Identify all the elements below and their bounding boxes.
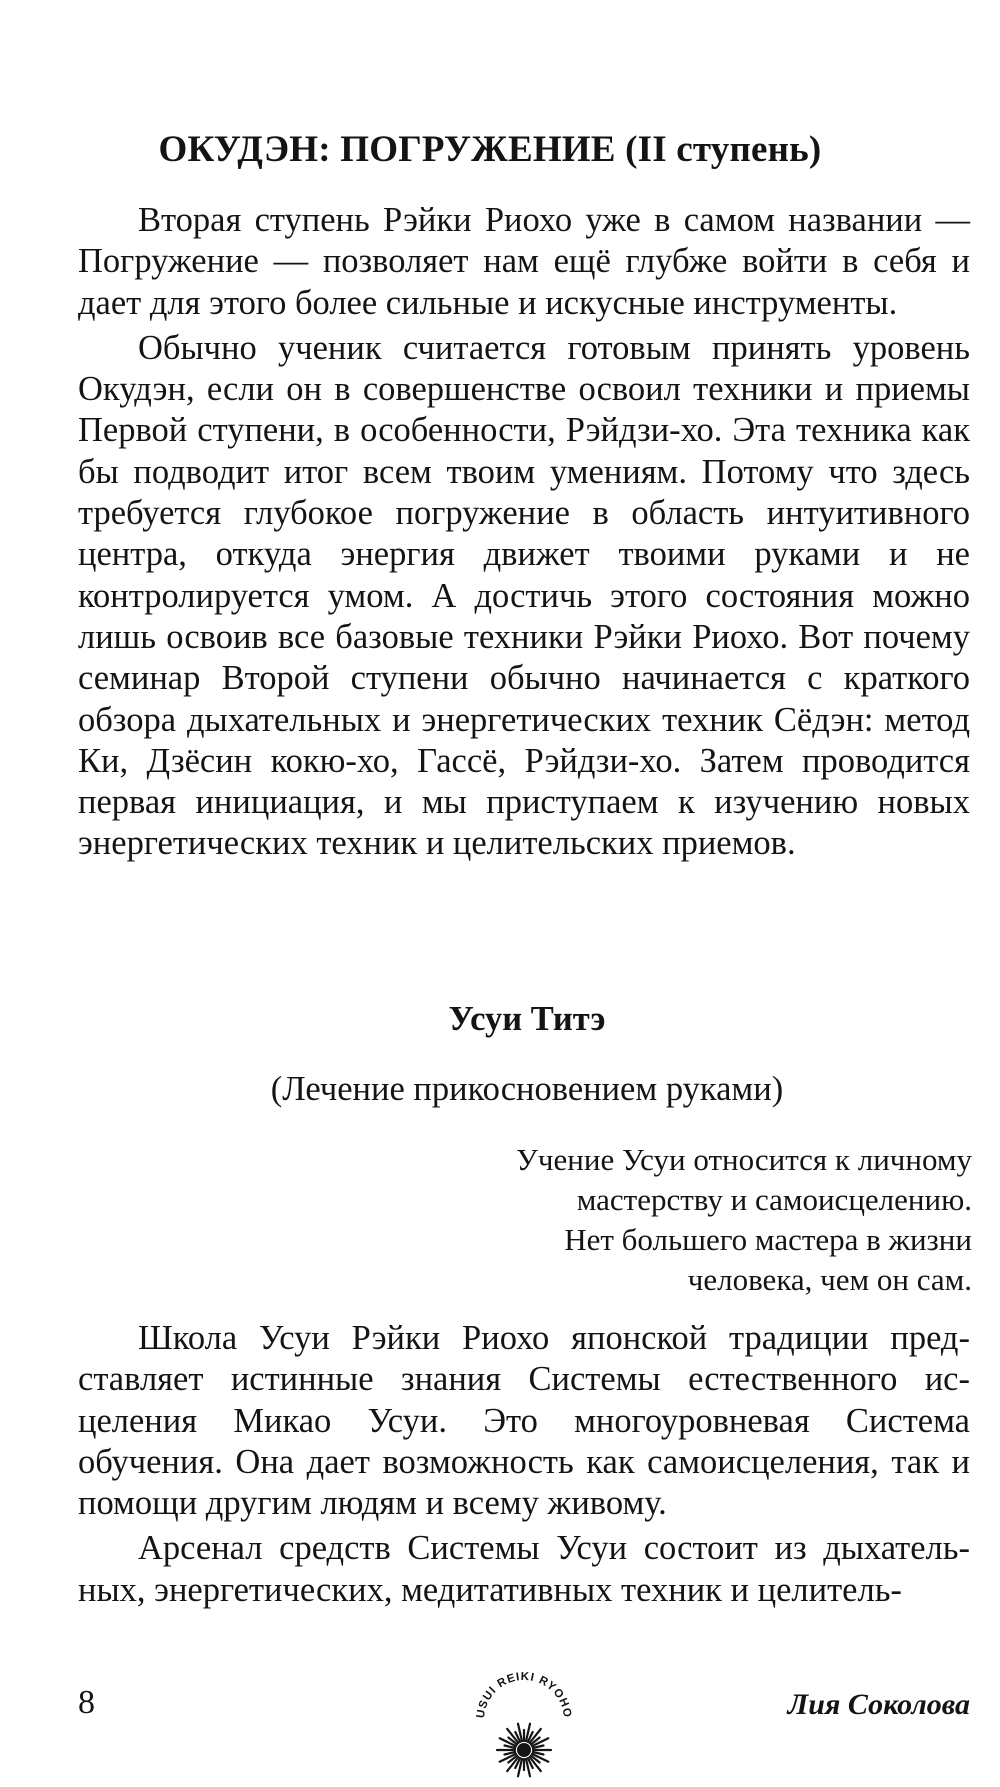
paragraph: Арсенал средств Системы Усуи состоит из дыхательных, энергетических, медитативных техник и целитель- (78, 1529, 970, 1609)
epigraph-line: человека, чем он сам. (687, 1262, 972, 1297)
paragraph: Обычно ученик считается готовым принять уровень Окудэн, если он в совершенстве освоил техники и приемы Первой ступени, в особенности, Рэйдзи-хо. Эта техника как бы подводит итог всем твоим умениям. Потому что здесь требуется глубокое погружение в область интуитивного центра, откуда энергия движет твоими руками и не контролируется умом. А достичь этого состояния можно лишь освоив все базовые техники Рэйки Риохо. Вот почему семинар Второй ступени обычно начинается с краткого обзора дыхательных и энергетических техник Сёдэн: метод Ки, Дзёсин кокю-хо, Гассё, Рэйдзи-хо. Затем проводится первая инициация, и мы приступаем к изучению новых энергетических техник и целительских приемов. (78, 328, 970, 863)
page-number: 8 (78, 1684, 95, 1721)
intro-text (78, 200, 970, 865)
paragraph: Вторая ступень Рэйки Риохо уже в самом названии — Погружение — позволяет нам ещё глубже войти в себя и дает для этого более сильные и искусные инструменты. (78, 201, 970, 322)
section-text (78, 1318, 970, 1611)
paragraph: Школа Усуи Рэйки Риохо японской традиции представляет истинные знания Системы естественного исцеления Микао Усуи. Это многоуровневая Система обучения. Она дает возможность как самоисцеления, так и помощи другим людям и всему живому. (78, 1319, 970, 1523)
epigraph-line: мастерству и самоисцелению. (576, 1182, 972, 1217)
section-title: Усуи Титэ (448, 1000, 606, 1038)
epigraph (372, 1140, 972, 1300)
svg-text:USUI REIKI RYOHO (475, 1671, 573, 1719)
logo-text: USUI REIKI RYOHO (474, 1670, 574, 1719)
section-subtitle: (Лечение прикосновением руками) (270, 1070, 784, 1108)
epigraph-line: Нет большего мастера в жизни (564, 1222, 972, 1257)
page-title: ОКУДЭН: ПОГРУЖЕНИЕ (II ступень) (158, 129, 822, 170)
reiki-sun-logo-icon (462, 1658, 582, 1783)
author-name: Лия Соколова (787, 1688, 970, 1721)
epigraph-line: Учение Усуи относится к личному (515, 1142, 972, 1177)
